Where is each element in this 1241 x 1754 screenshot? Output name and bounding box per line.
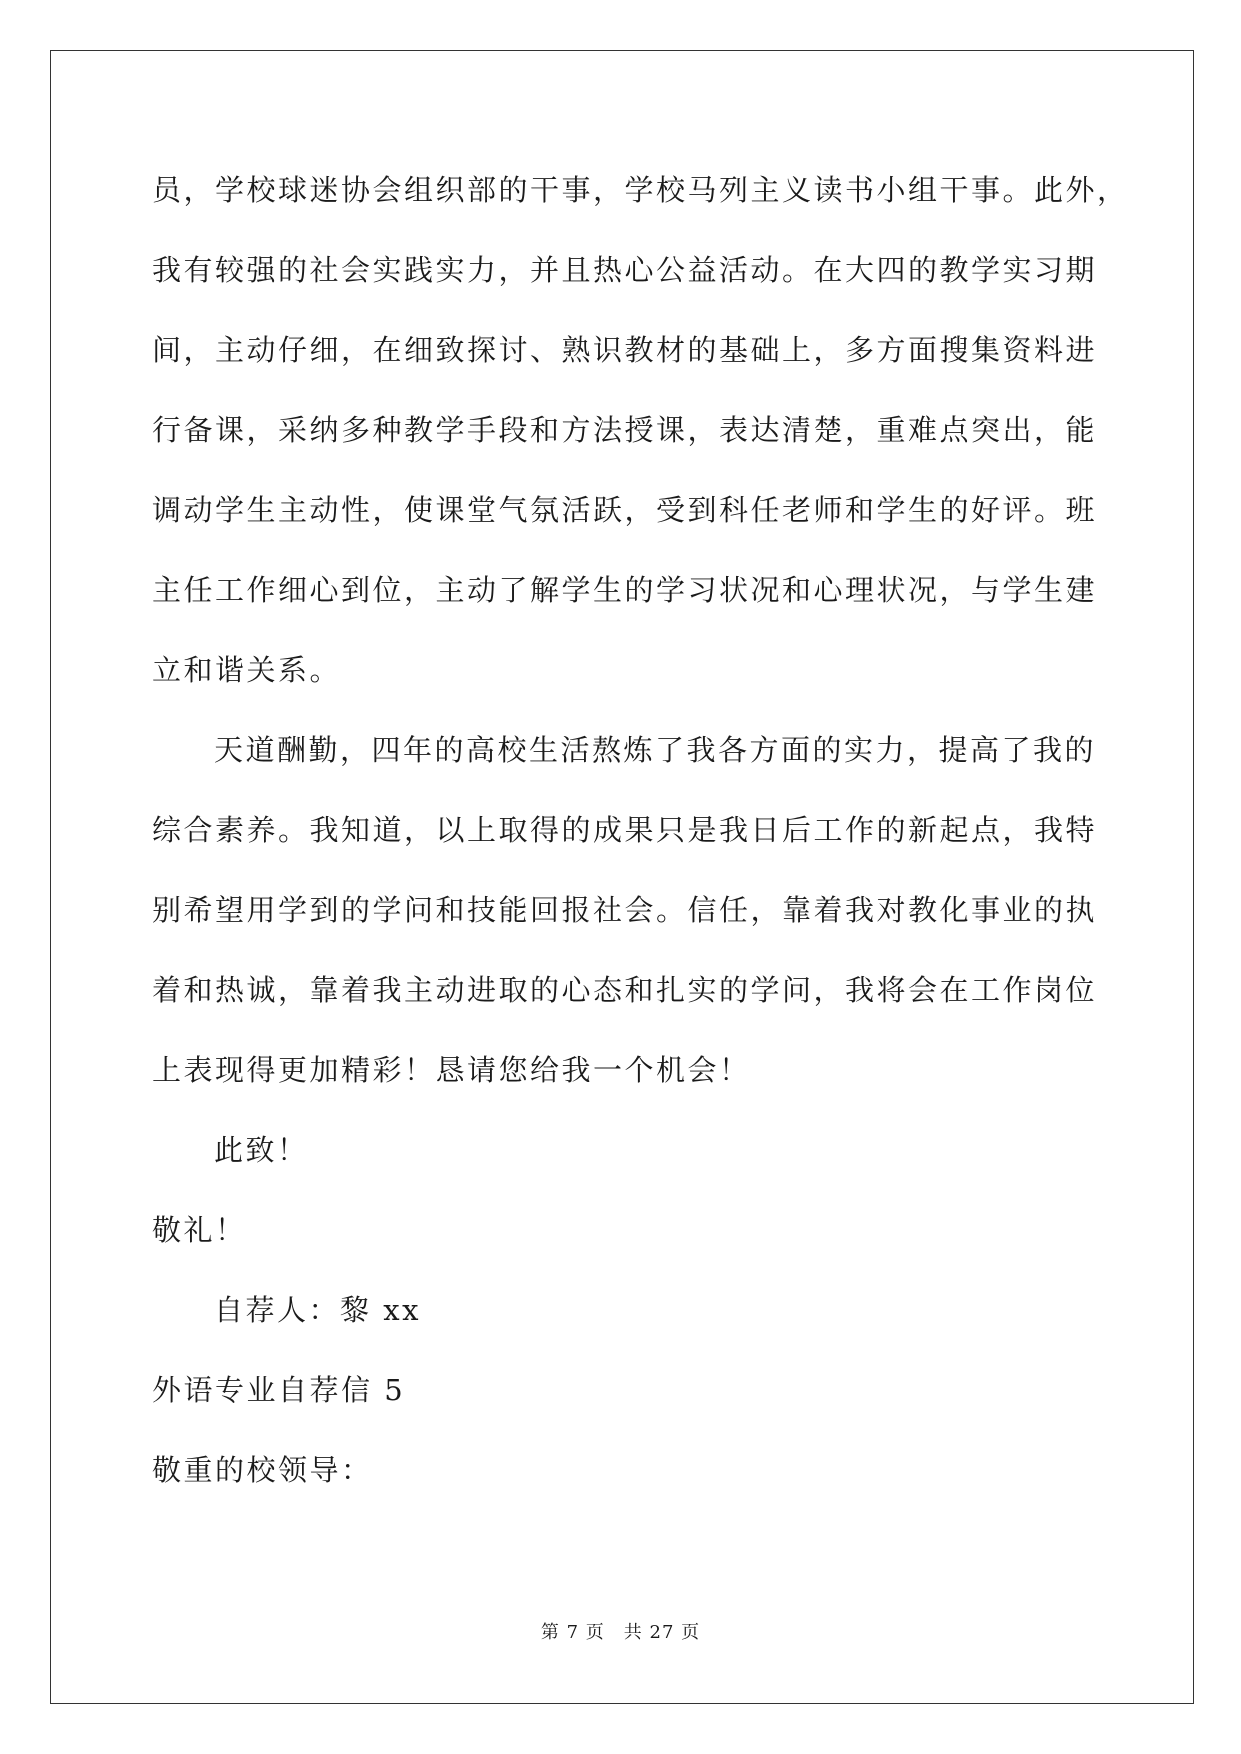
signature-line: 自荐人：黎 xx [214,1293,421,1327]
body-line-6: 主任工作细心到位，主动了解学生的学习状况和心理状况，与学生建 [152,573,1098,607]
body-line-9: 综合素养。我知道，以上取得的成果只是我日后工作的新起点，我特 [152,813,1098,847]
page-number-footer: 第 7 页 共 27 页 [540,1622,701,1643]
body-line-12: 上表现得更加精彩！恳请您给我一个机会！ [152,1053,751,1087]
body-line-3: 间，主动仔细，在细致探讨、熟识教材的基础上，多方面搜集资料进 [152,333,1098,367]
closing-cizhi: 此致！ [214,1133,309,1167]
closing-jingli: 敬礼！ [152,1213,247,1247]
body-line-11: 着和热诚，靠着我主动进取的心态和扎实的学问，我将会在工作岗位 [152,973,1098,1007]
body-line-8: 天道酬勤，四年的高校生活熬炼了我各方面的实力，提高了我的 [214,733,1097,767]
body-line-7: 立和谐关系。 [152,653,342,687]
body-line-10: 别希望用学到的学问和技能回报社会。信任，靠着我对教化事业的执 [152,893,1098,927]
body-line-2: 我有较强的社会实践实力，并且热心公益活动。在大四的教学实习期 [152,253,1098,287]
body-line-1: 员，学校球迷协会组织部的干事，学校马列主义读书小组干事。此外， [152,173,1129,207]
next-letter-title: 外语专业自荐信 5 [152,1373,406,1407]
body-line-4: 行备课，采纳多种教学手段和方法授课，表达清楚，重难点突出，能 [152,413,1098,447]
next-letter-salutation: 敬重的校领导： [152,1453,373,1487]
body-line-5: 调动学生主动性，使课堂气氛活跃，受到科任老师和学生的好评。班 [152,493,1098,527]
